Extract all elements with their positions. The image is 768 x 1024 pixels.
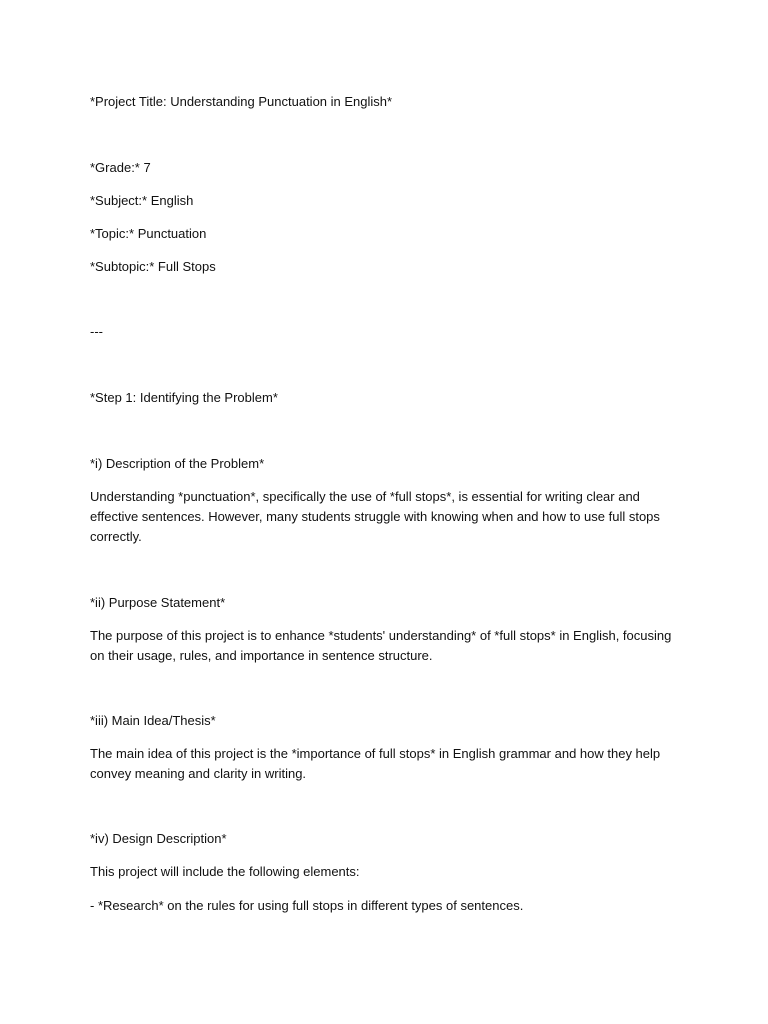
design-bullet-research: - *Research* on the rules for using full stops in different types of sentences. — [90, 898, 524, 913]
main-idea-line-2: convey meaning and clarity in writing. — [90, 766, 307, 781]
purpose-line-1: The purpose of this project is to enhance *students' understanding* of *full stops* in English, focusing — [90, 628, 672, 643]
section-heading-design: *iv) Design Description* — [90, 831, 227, 846]
section-heading-main-idea: *iii) Main Idea/Thesis* — [90, 713, 216, 728]
design-intro: This project will include the following elements: — [90, 864, 360, 879]
section-heading-description: *i) Description of the Problem* — [90, 456, 265, 471]
description-line-2: effective sentences. However, many students struggle with knowing when and how to use full stops — [90, 509, 660, 524]
project-title: *Project Title: Understanding Punctuation in English* — [90, 94, 393, 109]
section-divider: --- — [90, 324, 103, 339]
main-idea-line-1: The main idea of this project is the *importance of full stops* in English grammar and how they help — [90, 746, 661, 761]
description-line-1: Understanding *punctuation*, specifically the use of *full stops*, is essential for writing clear and — [90, 489, 640, 504]
section-heading-purpose: *ii) Purpose Statement* — [90, 595, 226, 610]
description-line-3: correctly. — [90, 529, 142, 544]
purpose-line-2: on their usage, rules, and importance in sentence structure. — [90, 648, 433, 663]
topic-line: *Topic:* Punctuation — [90, 226, 207, 241]
subject-line: *Subject:* English — [90, 193, 194, 208]
subtopic-line: *Subtopic:* Full Stops — [90, 259, 216, 274]
grade-line: *Grade:* 7 — [90, 160, 151, 175]
step1-heading: *Step 1: Identifying the Problem* — [90, 390, 278, 405]
